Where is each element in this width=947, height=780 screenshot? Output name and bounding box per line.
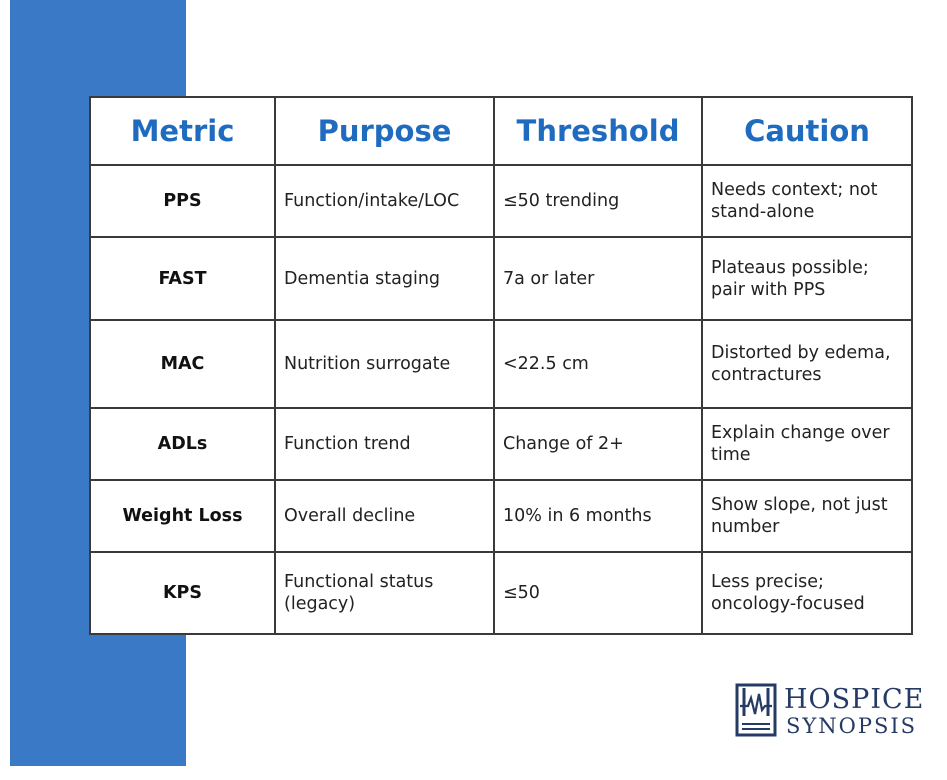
- cell-metric: PPS: [90, 165, 275, 237]
- header-purpose: Purpose: [275, 97, 494, 165]
- cell-caution: Needs context; not stand-alone: [702, 165, 912, 237]
- cell-metric: MAC: [90, 320, 275, 408]
- cell-metric: FAST: [90, 237, 275, 320]
- cell-caution: Less precise; oncology-focused: [702, 552, 912, 634]
- hospice-synopsis-logo: [734, 680, 925, 742]
- cell-purpose: Overall decline: [275, 480, 494, 552]
- cell-threshold: Change of 2+: [494, 408, 702, 480]
- cell-metric: ADLs: [90, 408, 275, 480]
- logo-text-synopsis: SYNOPSIS: [786, 714, 918, 738]
- cell-caution: Distorted by edema, contractures: [702, 320, 912, 408]
- cell-caution: Show slope, not just number: [702, 480, 912, 552]
- cell-purpose: Nutrition surrogate: [275, 320, 494, 408]
- header-metric: Metric: [90, 97, 275, 165]
- cell-threshold: ≤50: [494, 552, 702, 634]
- table-row: [90, 552, 912, 634]
- cell-purpose: Dementia staging: [275, 237, 494, 320]
- header-caution: Caution: [702, 97, 912, 165]
- cell-purpose: Function/intake/LOC: [275, 165, 494, 237]
- cell-metric: Weight Loss: [90, 480, 275, 552]
- cell-purpose: Functional status (legacy): [275, 552, 494, 634]
- metrics-table: [89, 96, 913, 635]
- cell-caution: Plateaus possible; pair with PPS: [702, 237, 912, 320]
- cell-caution: Explain change over time: [702, 408, 912, 480]
- metrics-table-container: [89, 96, 911, 635]
- header-threshold: Threshold: [494, 97, 702, 165]
- cell-metric: KPS: [90, 552, 275, 634]
- table-row: [90, 480, 912, 552]
- cell-threshold: 10% in 6 months: [494, 480, 702, 552]
- table-row: [90, 320, 912, 408]
- table-row: [90, 408, 912, 480]
- table-row: [90, 237, 912, 320]
- table-row: [90, 165, 912, 237]
- cell-threshold: <22.5 cm: [494, 320, 702, 408]
- cell-purpose: Function trend: [275, 408, 494, 480]
- logo-text-hospice: HOSPICE: [784, 684, 925, 715]
- table-header-row: [90, 97, 912, 165]
- cell-threshold: ≤50 trending: [494, 165, 702, 237]
- cell-threshold: 7a or later: [494, 237, 702, 320]
- heartbeat-document-icon: [734, 682, 778, 740]
